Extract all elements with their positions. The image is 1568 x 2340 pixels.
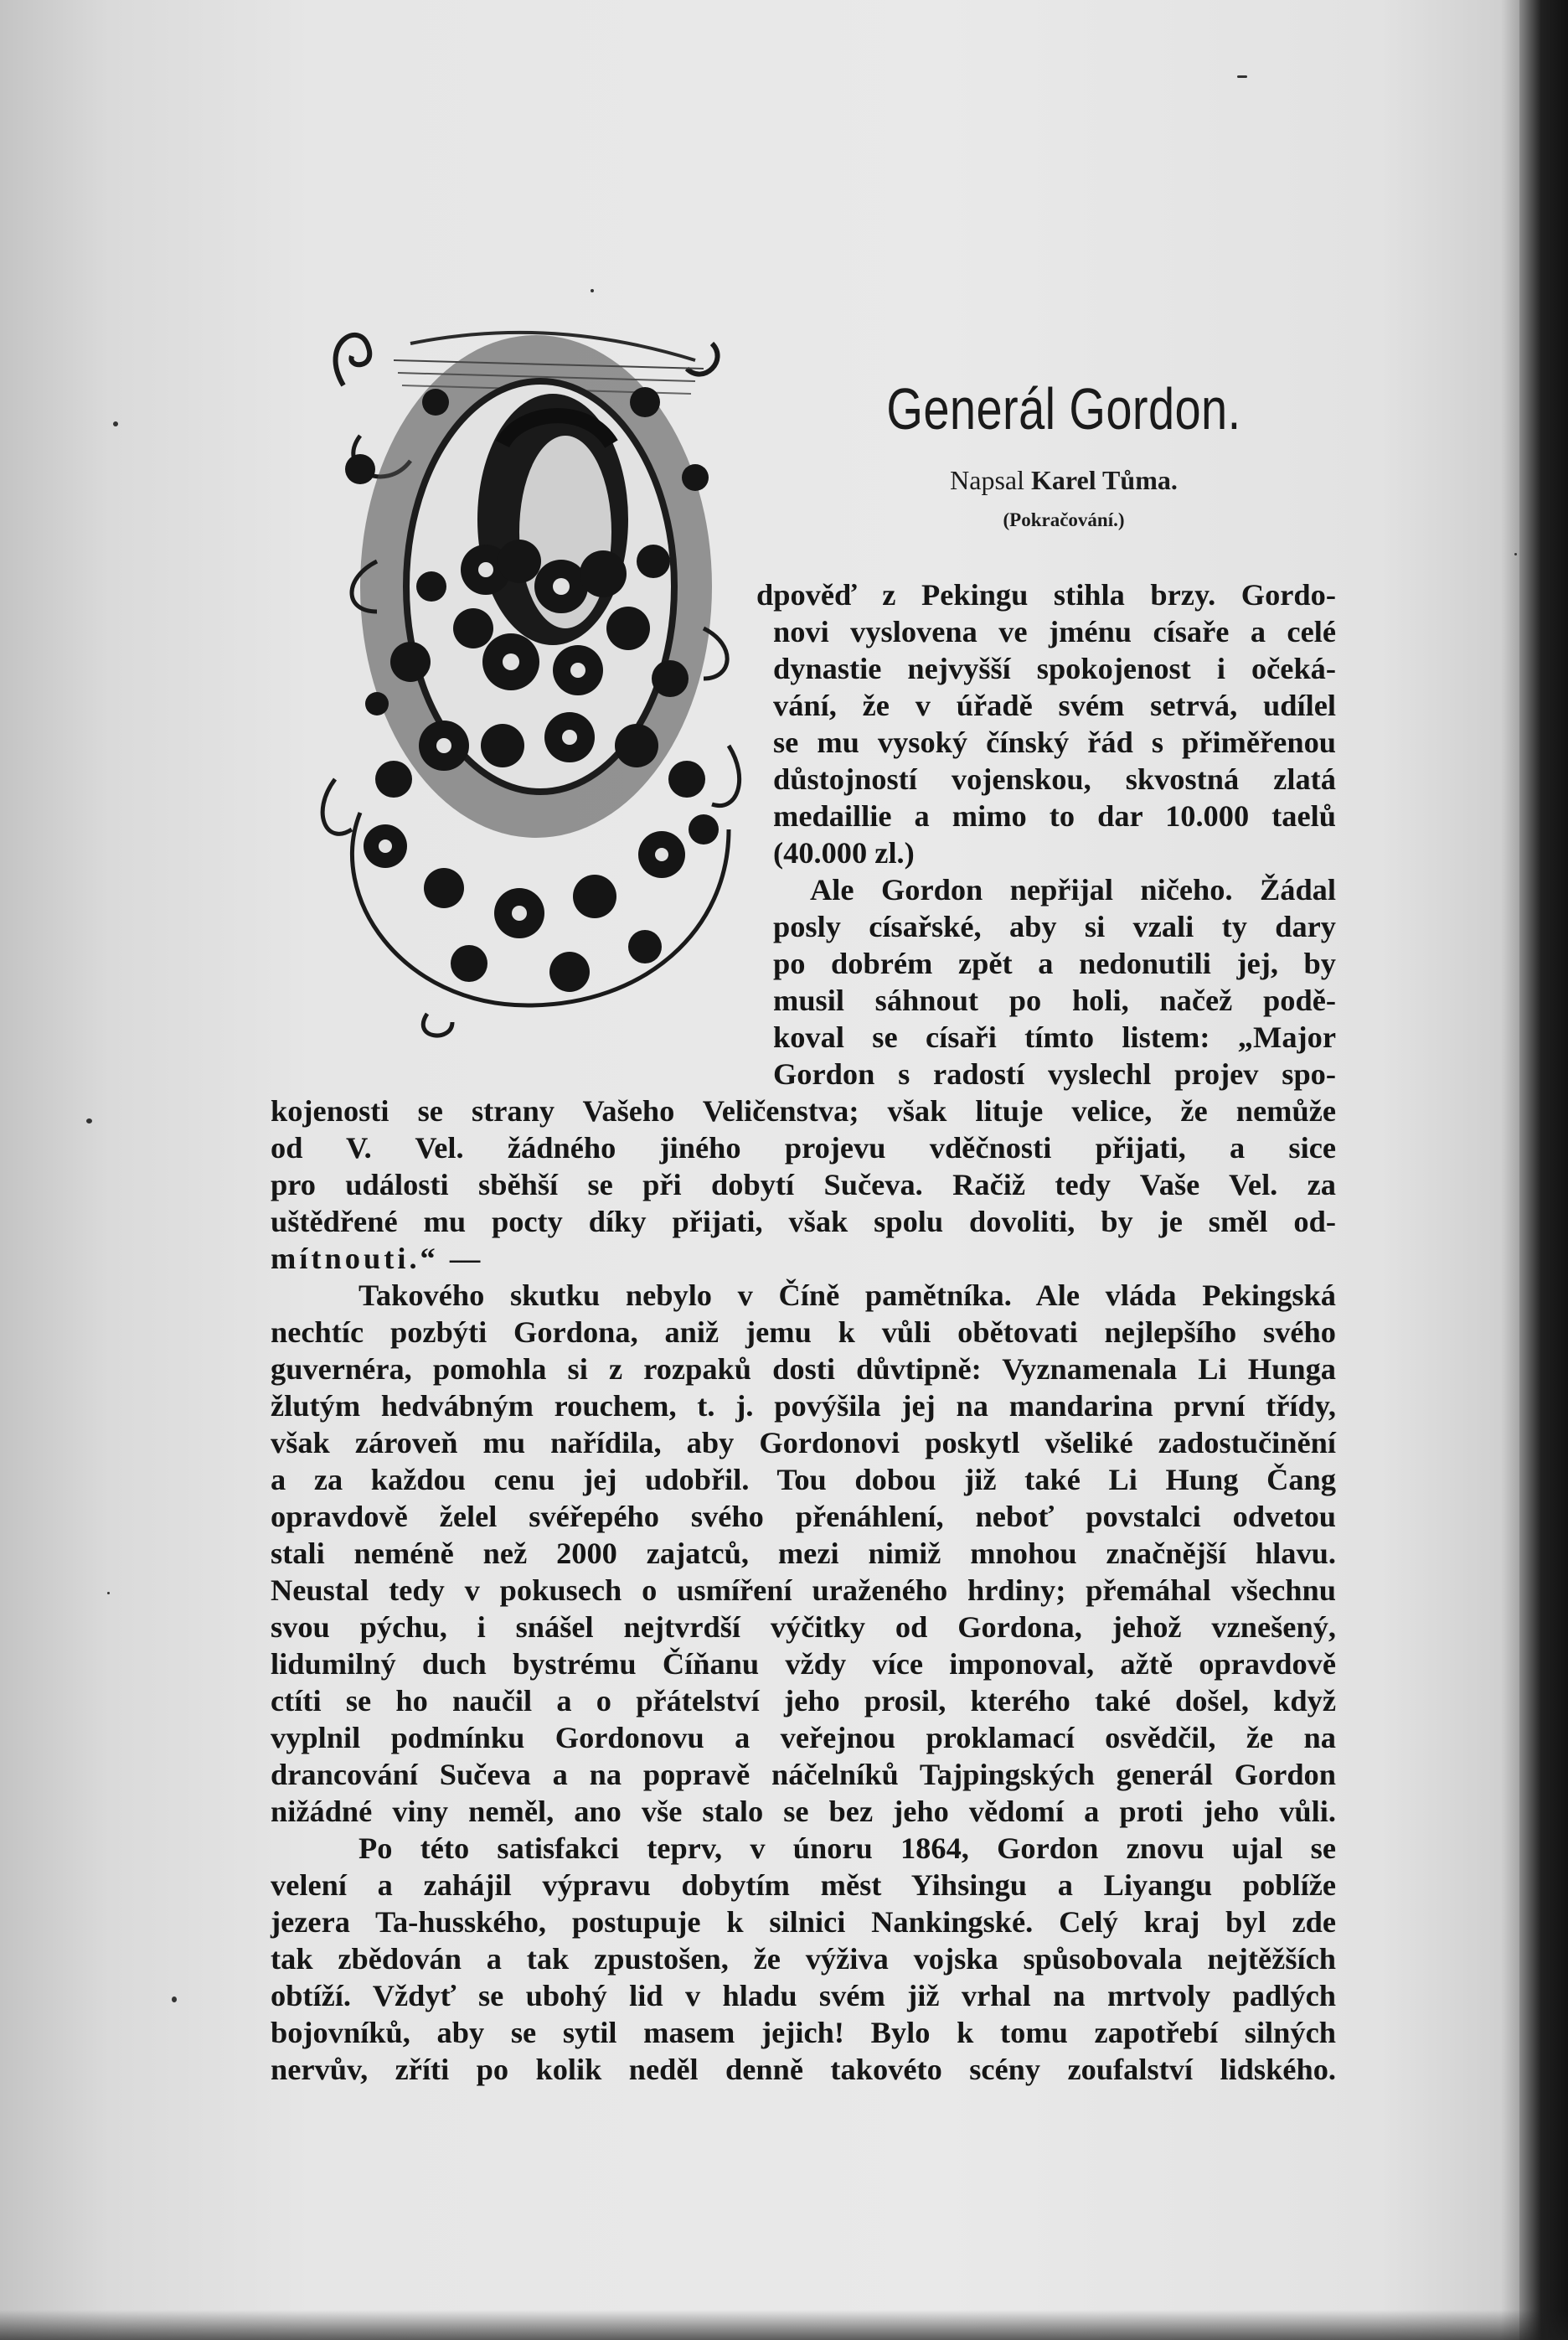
text-line: stali neméně než 2000 zajatců, mezi nimiž mnohou značnější hlavu. xyxy=(271,1537,1336,1570)
text-line: dynastie nejvyšší spokojenost i očeká- xyxy=(773,652,1336,685)
text-line: vání, že v úřadě svém setrvá, udílel xyxy=(773,689,1336,722)
text-line: lidumilný duch bystrému Číňanu vždy více imponoval, ažtě opravdově xyxy=(271,1647,1336,1681)
article-title: Generál Gordon. xyxy=(886,376,1241,442)
text-line: musil sáhnout po holi, načež podě- xyxy=(773,984,1336,1017)
text-span: od V. Vel. žádného jiného projevu vděčnosti přijati, a sice xyxy=(271,1131,1336,1165)
text-line: vyplnil podmínku Gordonovu a veřejnou proklamací osvědčil, že na xyxy=(271,1721,1336,1754)
text-line: po dobrém zpět a nedonutili jej, by xyxy=(773,947,1336,980)
text-line: medaillie a mimo to dar 10.000 taelů xyxy=(773,799,1336,833)
text-line: velení a zahájil výpravu dobytím měst Yihsingu a Liyangu poblíže xyxy=(271,1868,1336,1902)
byline-prefix: Napsal xyxy=(950,465,1025,495)
text-line: tak zbědován a tak zpustošen, že výživa vojska spůsobovala nejtěžších xyxy=(271,1942,1336,1976)
text-line: Neustal tedy v pokusech o usmíření uraženého hrdiny; přemáhal všechnu xyxy=(271,1573,1336,1607)
text-line: Gordon s radostí vyslechl projev spo- xyxy=(773,1057,1336,1091)
text-line: nechtíc pozbýti Gordona, aniž jemu k vůli obětovati nejlepšího svého xyxy=(271,1315,1336,1349)
text-line: Ale Gordon nepřijal ničeho. Žádal xyxy=(810,873,1336,907)
text-line: (40.000 zl.) xyxy=(773,836,915,870)
text-line: uštědřené mu pocty díky přijati, však spolu dovoliti, by je směl od- xyxy=(271,1205,1336,1238)
text-line: posly císařské, aby si vzali ty dary xyxy=(773,910,1336,943)
text-line: mítnouti.“ — xyxy=(271,1242,484,1275)
text-line: nervův, zříti po kolik neděl denně takovéto scény zoufalství lidského. xyxy=(271,2053,1336,2086)
text-line: drancování Sučeva a na popravě náčelníků Tajpingských generál Gordon xyxy=(271,1758,1336,1791)
text-line: novi vyslovena ve jménu císaře a celé xyxy=(773,615,1336,648)
text-line: se mu vysoký čínský řád s přiměřenou xyxy=(773,726,1336,759)
text-line: pro události sběhší se při dobytí Sučeva. Račiž tedy Vaše Vel. za xyxy=(271,1168,1336,1201)
text-line: nižádné viny neměl, ano vše stalo se bez jeho vědomí a proti jeho vůli. xyxy=(271,1795,1336,1828)
author-name: Karel Tůma. xyxy=(1031,465,1178,495)
text-line: Po této satisfakci teprv, v únoru 1864, Gordon znovu ujal se xyxy=(358,1831,1336,1865)
text-line: bojovníků, aby se sytil masem jejich! Bylo k tomu zapotřebí silných xyxy=(271,2016,1336,2049)
text-line: důstojností vojenskou, skvostná zlatá xyxy=(773,762,1336,796)
continuation-note: (Pokračování.) xyxy=(1003,509,1125,530)
text-line: opravdově želel svéřepého svého přenáhlení, neboť povstalci odvetou xyxy=(271,1500,1336,1533)
text-line: ctíti se ho naučil a o přátelství jeho prosil, kterého také došel, když xyxy=(271,1684,1336,1718)
text-line: jezera Ta-husského, postupuje k silnici Nankingské. Celý kraj byl zde xyxy=(271,1905,1336,1939)
text-line: guvernéra, pomohla si z rozpaků dosti důvtipně: Vyznamenala Li Hunga xyxy=(271,1352,1336,1386)
text-line: dpověď z Pekingu stihla brzy. Gordo- xyxy=(756,578,1336,612)
text-line: svou pýchu, i snášel nejtvrdší výčitky od Gordona, jehož vznešený, xyxy=(271,1610,1336,1644)
text-line xyxy=(271,1129,1336,1166)
text-line: žlutým hedvábným rouchem, t. j. povýšila jej na mandarina první třídy, xyxy=(271,1389,1336,1423)
text-line: koval se císaři tímto listem: „Major xyxy=(773,1020,1336,1054)
text-line: však zároveň mu nařídila, aby Gordonovi poskytl všeliké zadostučinění xyxy=(271,1426,1336,1459)
text-line: a za každou cenu jej udobřil. Tou dobou již také Li Hung Čang xyxy=(271,1463,1336,1496)
text-line: obtíží. Vždyť se ubohý lid v hladu svém již vrhal na mrtvoly padlých xyxy=(271,1979,1336,2012)
text-line: Takového skutku nebylo v Číně pamětníka. Ale vláda Pekingská xyxy=(358,1278,1336,1312)
text-line: kojenosti se strany Vašeho Veličenstva; však lituje velice, že nemůže xyxy=(271,1094,1336,1128)
